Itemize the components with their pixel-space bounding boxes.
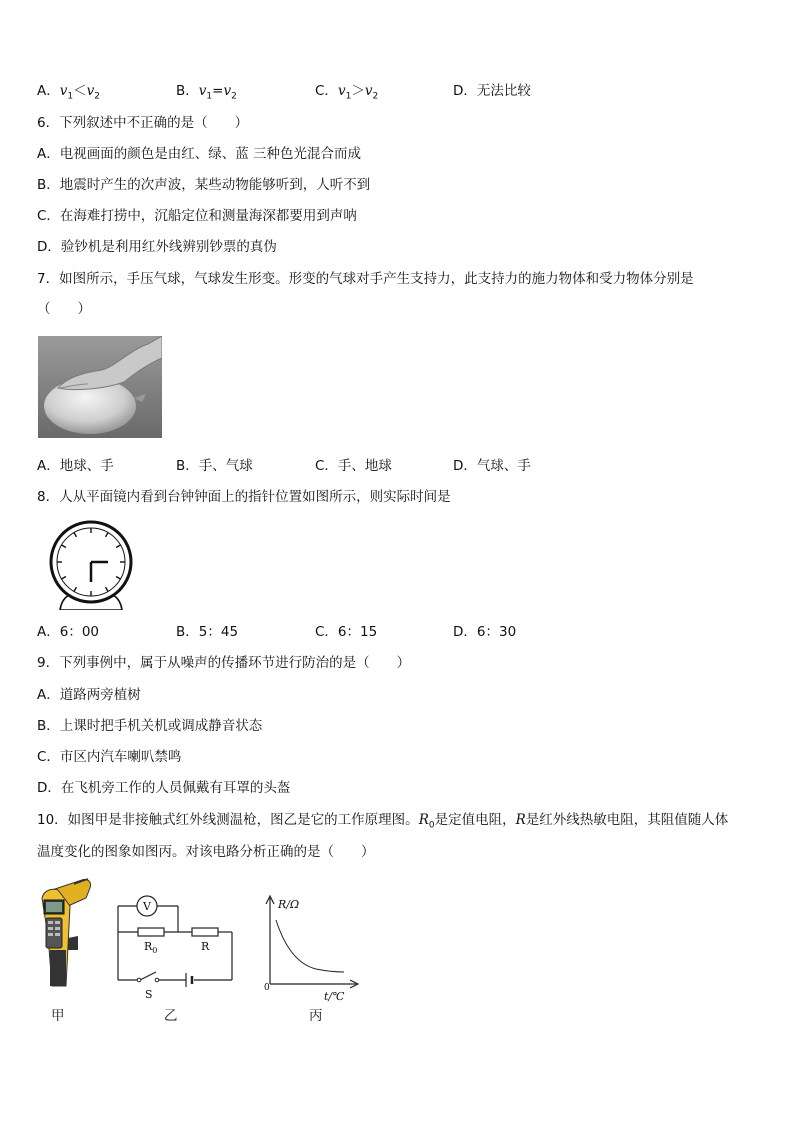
q6-stem: 6．下列叙述中不正确的是（ ） <box>37 115 249 131</box>
q10-stem-line2: 温度变化的图象如图丙。对该电路分析正确的是（ ） <box>37 844 375 860</box>
q8-stem: 8．人从平面镜内看到台钟钟面上的指针位置如图所示，则实际时间是 <box>37 489 451 505</box>
q5-option-b[interactable]: B．$v_1=v_2$ <box>176 83 237 102</box>
q6-option-b[interactable]: B．地震时产生的次声波，某些动物能够听到，人听不到 <box>37 177 371 193</box>
q7-option-a[interactable]: A．地球、手 <box>37 458 114 474</box>
q10-stem-line1: 10．如图甲是非接触式红外线测温枪，图乙是它的工作原理图。$R_0$是定值电阻，R是红外线热敏电阻，其阻值随人体 <box>37 812 729 831</box>
voltmeter-label: V <box>143 900 151 913</box>
q8-option-c[interactable]: C．6：15 <box>315 624 378 640</box>
q8-option-b[interactable]: B．5：45 <box>176 624 239 640</box>
r0-label: $R_0$ <box>144 940 158 955</box>
resistance-temperature-graph <box>256 890 366 1002</box>
q5-option-d[interactable]: D．无法比较 <box>453 83 531 99</box>
q6-option-c[interactable]: C．在海难打捞中，沉船定位和测量海深都要用到声呐 <box>37 208 357 224</box>
q5-option-a[interactable]: A．$v_1<v_2$ <box>37 83 100 102</box>
q7-option-c[interactable]: C．手、地球 <box>315 458 392 474</box>
q7-stem: 7．如图所示，手压气球，气球发生形变。形变的气球对手产生支持力，此支持力的施力物体和受力物体分别是 <box>37 271 694 287</box>
q8-option-d[interactable]: D．6：30 <box>453 624 517 640</box>
figure-jia-caption: 甲 <box>51 1008 65 1024</box>
graph-x-axis-label: t/℃ <box>324 990 345 1002</box>
circuit-diagram <box>112 890 238 1000</box>
q9-option-a[interactable]: A．道路两旁植树 <box>37 687 141 703</box>
q9-stem: 9．下列事例中，属于从噪声的传播环节进行防治的是（ ） <box>37 655 411 671</box>
q8-option-a[interactable]: A．6：00 <box>37 624 100 640</box>
q5-option-c[interactable]: C．$v_1>v_2$ <box>315 83 379 102</box>
figure-bing-caption: 丙 <box>309 1008 323 1024</box>
q6-option-d[interactable]: D．验钞机是利用红外线辨别钞票的真伪 <box>37 239 277 255</box>
hand-pressing-balloon-photo <box>38 336 162 438</box>
q9-option-b[interactable]: B．上课时把手机关机或调成静音状态 <box>37 718 263 734</box>
figure-yi-caption: 乙 <box>164 1008 178 1024</box>
switch-label: S <box>145 988 153 1000</box>
q9-option-c[interactable]: C．市区内汽车喇叭禁鸣 <box>37 749 182 765</box>
r-label: R <box>201 940 210 953</box>
graph-origin-label: 0 <box>264 983 270 993</box>
q9-option-d[interactable]: D．在飞机旁工作的人员佩戴有耳罩的头盔 <box>37 780 291 796</box>
infrared-thermometer-gun-figure <box>38 876 94 988</box>
table-clock-figure <box>48 520 134 610</box>
q7-paren: （ ） <box>37 301 91 317</box>
q6-option-a[interactable]: A．电视画面的颜色是由红、绿、蓝 三种色光混合而成 <box>37 146 362 162</box>
q7-option-d[interactable]: D．气球、手 <box>453 458 531 474</box>
graph-y-axis-label: R/Ω <box>278 898 300 911</box>
q7-option-b[interactable]: B．手、气球 <box>176 458 253 474</box>
